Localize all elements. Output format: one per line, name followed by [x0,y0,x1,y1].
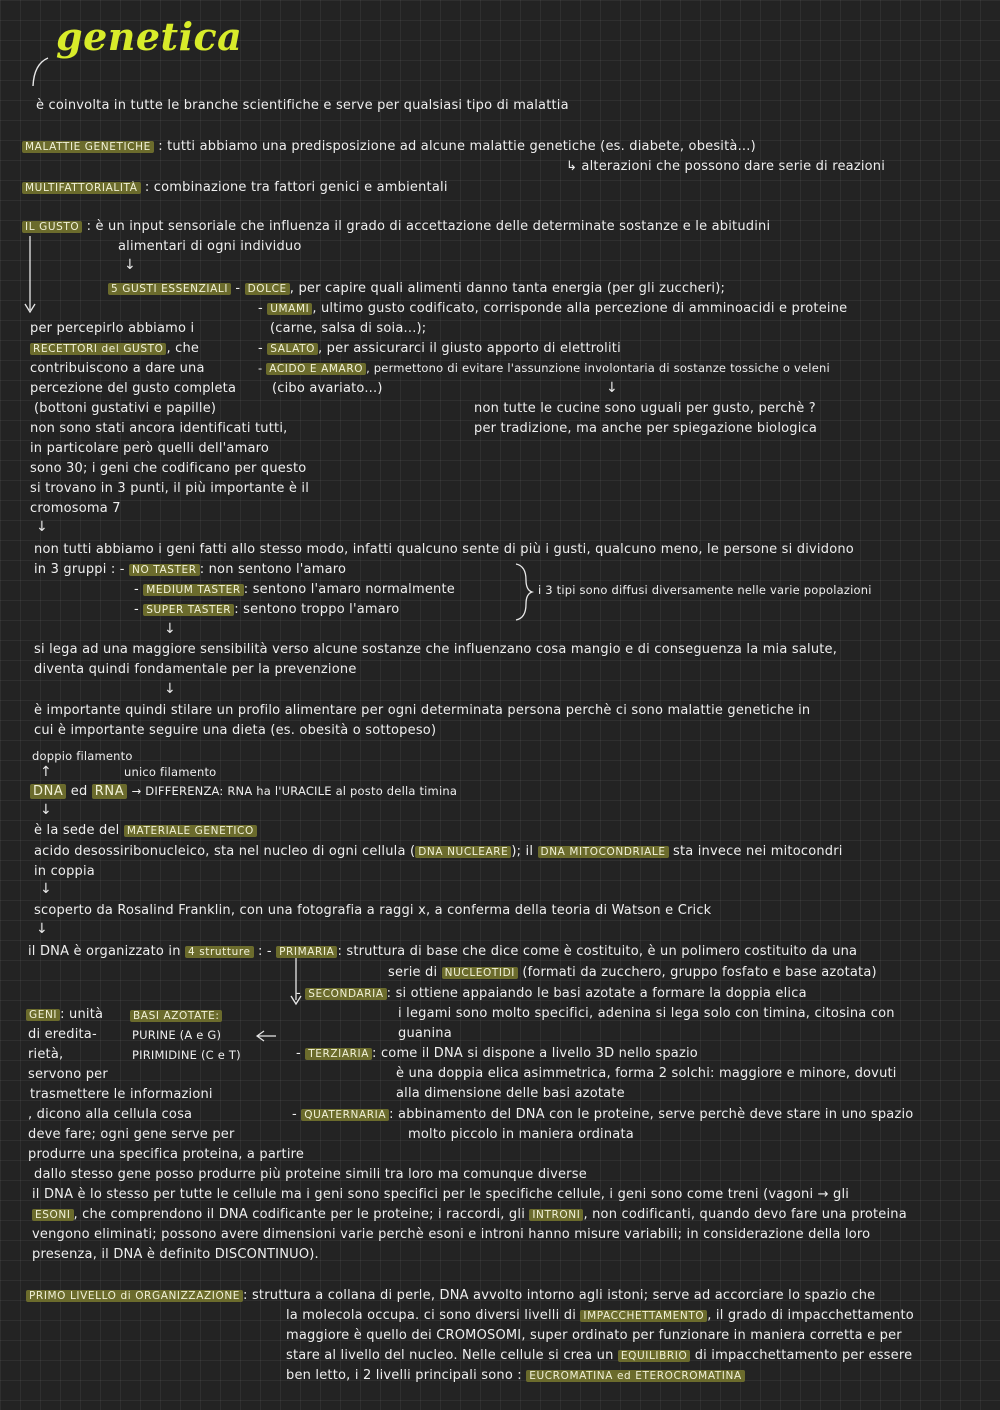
medium-taster-label: MEDIUM TASTER [143,584,244,596]
stesso-line-1: dallo stesso gene posso produrre più proteine simili tra loro ma comunque diverse [34,1167,587,1182]
basi-row [130,1007,222,1025]
umami-text-2: (carne, salsa di soia...); [270,321,427,336]
primaria-label: PRIMARIA [276,946,337,958]
geni-text-6: , dicono alla cellula cosa [28,1107,193,1122]
left-line-1: per percepirlo abbiamo i [30,321,195,336]
geni-text-8: produrre una specifica proteina, a partire [28,1147,305,1162]
primo-text-4b: di impacchettamento per essere [694,1348,913,1363]
stesso-text-4: , non codificanti, quando devo fare una proteina [583,1207,907,1222]
arrow-down-icon: ↓ [40,881,52,897]
salato-text: , per assicurarci il giusto apporto di elettroliti [318,341,621,356]
arrow-down-icon: ↓ [36,921,48,937]
terziaria-text-3: alla dimensione delle basi azotate [396,1086,625,1101]
pirimidine-text: PIRIMIDINE (C e T) [132,1048,241,1062]
super-taster-row: - SUPER TASTER : sentono troppo l'amaro [134,602,400,617]
materiale-label: MATERIALE GENETICO [124,825,257,837]
geni-text-4: servono per [28,1067,108,1082]
malattie-text: : tutti abbiamo una predisposizione ad alcune malattie genetiche (es. diabete, obesità...) [158,139,756,154]
groups-line-1: non tutti abbiamo i geni fatti allo stesso modo, infatti qualcuno sente di più i gusti, qualcuno meno, le persone si dividono [34,542,854,557]
left-line-7: in particolare però quelli dell'amaro [30,441,270,456]
arrow-down-icon: ↓ [36,519,48,535]
gusto-text-2: alimentari di ogni individuo [118,239,302,254]
page-title: genetica [56,14,243,59]
geni-text-5: trasmettere le informazioni [30,1087,213,1102]
no-taster-row: in 3 gruppi : - NO TASTER : non sentono l'amaro [34,562,347,577]
arrow-down-icon: ↓ [124,257,136,273]
nucleotidi-label: NUCLEOTIDI [442,967,518,979]
recettori-row [30,340,199,358]
primo-text-2b: , il grado di impacchettamento [707,1308,914,1323]
acido-row: - ACIDO E AMARO , permettono di evitare l'assunzione involontaria di sostanze tossiche o veleni [258,361,830,375]
left-line-3: contribuiscono a dare una [30,361,205,376]
arrow-down-icon: ↓ [164,681,176,697]
acido-des-text: acido desossiribonucleico, sta nel nucleo di ogni cellula ( [34,844,416,859]
primaria-row: il DNA è organizzato in 4 strutture : - PRIMARIA : struttura di base che dice come è costituito, è un polimero costituito da una [28,944,858,959]
primo-text-3: maggiore è quello dei CROMOSOMI, super ordinato per funzionare in maniera corretta e per [286,1328,902,1343]
malattie-sub: ↳ alterazioni che possono dare serie di reazioni [566,159,886,174]
primaria-text-3: (formati da zucchero, gruppo fosfato e base azotata) [522,965,877,980]
multifattorialita-row [22,179,448,197]
arrow-down-icon: ↓ [40,802,52,818]
primo-text-2a: la molecola occupa. ci sono diversi livelli di [286,1308,577,1323]
left-line-4: percezione del gusto completa [30,381,237,396]
quaternaria-row: - QUATERNARIA : abbinamento del DNA con le proteine, serve perchè deve stare in uno spazio [292,1107,914,1122]
equilibrio-label: EQUILIBRIO [618,1350,691,1362]
geni-label: GENI [26,1009,60,1021]
super-taster-label: SUPER TASTER [143,604,234,616]
strutture-label: 4 strutture [185,946,254,958]
primaria-row-2 [388,964,877,982]
sensibilita-line-1: si lega ad una maggiore sensibilità verso alcune sostanze che influenzano cosa mangio e di conseguenza la mia salute, [34,642,838,657]
stesso-line-5: vengono eliminati; possono avere dimensioni varie perchè esoni e introni hanno misure variabili; in considerazione della loro [32,1227,871,1242]
geni-text-7: deve fare; ogni gene serve per [28,1127,235,1142]
acido-des-row [34,843,843,861]
sede-text: è la sede del [34,823,120,838]
secondaria-text-2: i legami sono molto specifici, adenina si lega solo con timina, citosina con [398,1006,895,1021]
groups-line-2: in 3 gruppi : [34,562,116,577]
unico-filamento: unico filamento [124,765,217,779]
dna-nucleare-label: DNA NUCLEARE [415,846,511,858]
scoperto-text: scoperto da Rosalind Franklin, con una fotografia a raggi x, a conferma della teoria di Watson e Crick [34,903,712,918]
primo-text-4a: stare al livello del nucleo. Nelle cellule si crea un [286,1348,614,1363]
dolce-label: DOLCE [245,283,290,295]
acido-des-text-2: ); il [511,844,534,859]
umami-label: UMAMI [267,303,312,315]
geni-text-2: di eredita- [28,1027,97,1042]
gusto-label: IL GUSTO [22,221,82,233]
quaternaria-text: : abbinamento del DNA con le proteine, serve perchè deve stare in uno spazio [389,1107,914,1122]
coppia-text: in coppia [34,864,95,879]
gusto-text: : è un input sensoriale che influenza il grado di accettazione delle determinate sostanze e le abitudini [86,219,771,234]
cucine-line-2: per tradizione, ma anche per spiegazione biologica [474,421,818,436]
secondaria-text: : si ottiene appaiando le basi azotate a formare la doppia elica [386,986,807,1001]
stesso-line-6: presenza, il DNA è definito DISCONTINUO). [32,1247,319,1262]
primaria-text-2: serie di [388,965,438,980]
recettori-label: RECETTORI del GUSTO [30,343,166,355]
intro-line: è coinvolta in tutte le branche scientifiche e serve per qualsiasi tipo di malattia [36,98,569,113]
umami-text: , ultimo gusto codificato, corrisponde alla percezione di amminoacidi e proteine [312,301,848,316]
left-line-6: non sono stati ancora identificati tutti, [30,421,288,436]
sede-row [34,822,257,840]
secondaria-text-3: guanina [398,1026,452,1041]
primo-label: PRIMO LIVELLO di ORGANIZZAZIONE [26,1290,243,1302]
arrow-up-icon: ↑ [40,764,52,780]
primo-row-5 [286,1367,745,1385]
medium-taster-row: - MEDIUM TASTER : sentono l'amaro normalmente [134,582,455,597]
dna-label: DNA [30,784,66,799]
tipi-text: i 3 tipi sono diffusi diversamente nelle varie popolazioni [538,583,872,597]
salato-row: - SALATO , per assicurarci il giusto apporto di elettroliti [258,341,621,356]
arrow-down-icon: ↓ [606,380,618,396]
eucromatina-label: EUCROMATINA ed ETEROCROMATINA [526,1370,745,1382]
recettori-text: , che [166,341,200,356]
left-line-10: cromosoma 7 [30,501,121,516]
geni-row [26,1006,103,1024]
arrow-down-icon: ↓ [164,621,176,637]
doppio-filamento: doppio filamento [32,749,133,763]
org-text: il DNA è organizzato in [28,944,181,959]
terziaria-label: TERZIARIA [305,1048,372,1060]
differenza-text: → DIFFERENZA: RNA ha l'URACILE al posto della timina [131,784,458,798]
dolce-text: , per capire quali alimenti danno tanta energia (per gli zuccheri); [289,281,726,296]
terziaria-text-2: è una doppia elica asimmetrica, forma 2 solchi: maggiore e minore, dovuti [396,1066,897,1081]
multifattorialita-label: MULTIFATTORIALITÀ [22,182,141,194]
esoni-row [32,1206,907,1224]
malattie-label: MALATTIE GENETICHE [22,141,154,153]
profilo-line-1: è importante quindi stilare un profilo alimentare per ogni determinata persona perchè ci sono malattie genetiche in [34,703,811,718]
salato-label: SALATO [267,343,318,355]
sensibilita-line-2: diventa quindi fondamentale per la prevenzione [34,662,357,677]
cucine-line-1: non tutte le cucine sono uguali per gusto, perchè ? [474,401,816,416]
secondaria-row: - SECONDARIA : si ottiene appaiando le basi azotate a formare la doppia elica [296,986,807,1001]
basi-label: BASI AZOTATE: [130,1010,222,1022]
terziaria-row: - TERZIARIA : come il DNA si dispone a livello 3D nello spazio [296,1046,698,1061]
left-line-5: (bottoni gustativi e papille) [34,401,217,416]
profilo-line-2: cui è importante seguire una dieta (es. obesità o sottopeso) [34,723,437,738]
primo-row-4 [286,1347,912,1365]
rna-label: RNA [92,784,127,799]
introni-label: INTRONI [529,1209,583,1221]
primo-row [26,1287,875,1305]
ed-text: ed [70,784,88,799]
terziaria-text: : come il DNA si dispone a livello 3D nello spazio [372,1046,698,1061]
secondaria-label: SECONDARIA [305,988,386,1000]
dna-mito-label: DNA MITOCONDRIALE [538,846,669,858]
medium-taster-text: : sentono l'amaro normalmente [243,582,455,597]
impacchettamento-label: IMPACCHETTAMENTO [580,1310,707,1322]
quaternaria-text-2: molto piccolo in maniera ordinata [408,1127,634,1142]
dna-rna-row [30,783,457,800]
gusti-label: 5 GUSTI ESSENZIALI [108,283,231,295]
multifattorialita-text: : combinazione tra fattori genici e ambientali [144,180,448,195]
geni-text: : unità [60,1007,104,1022]
acido-label: ACIDO E AMARO [266,363,366,375]
primo-text: : struttura a collana di perle, DNA avvolto intorno agli istoni; serve ad accorciare lo spazio che [243,1288,876,1303]
geni-text-3: rietà, [28,1047,64,1062]
primo-row-2 [286,1307,914,1325]
umami-row: - UMAMI , ultimo gusto codificato, corrisponde alla percezione di amminoacidi e proteine [258,301,848,316]
esoni-label: ESONI [32,1209,74,1221]
no-taster-label: NO TASTER [129,564,200,576]
stesso-text-3: , che comprendono il DNA codificante per le proteine; i raccordi, gli [73,1207,526,1222]
malattie-row [22,138,756,156]
quaternaria-label: QUATERNARIA [301,1109,389,1121]
stesso-line-2: il DNA è lo stesso per tutte le cellule ma i geni sono specifici per le specifiche cellule, i geni sono come treni (vagoni → gli [32,1187,850,1202]
purine-text: PURINE (A e G) [132,1028,222,1042]
left-line-9: si trovano in 3 punti, il più importante è il [30,481,310,496]
acido-des-text-3: sta invece nei mitocondri [672,844,843,859]
no-taster-text: : non sentono l'amaro [199,562,347,577]
primaria-text: : struttura di base che dice come è costituito, è un polimero costituito da una [337,944,858,959]
acido-text: , permettono di evitare l'assunzione involontaria di sostanze tossiche o veleni [366,361,830,375]
primo-text-5: ben letto, i 2 livelli principali sono : [286,1368,522,1383]
super-taster-text: : sentono troppo l'amaro [234,602,400,617]
left-line-8: sono 30; i geni che codificano per questo [30,461,307,476]
dolce-row: 5 GUSTI ESSENZIALI - DOLCE , per capire quali alimenti danno tanta energia (per gli zuccheri); [108,280,725,298]
gusto-row [22,218,770,236]
acido-text-2: (cibo avariato...) [272,381,383,396]
